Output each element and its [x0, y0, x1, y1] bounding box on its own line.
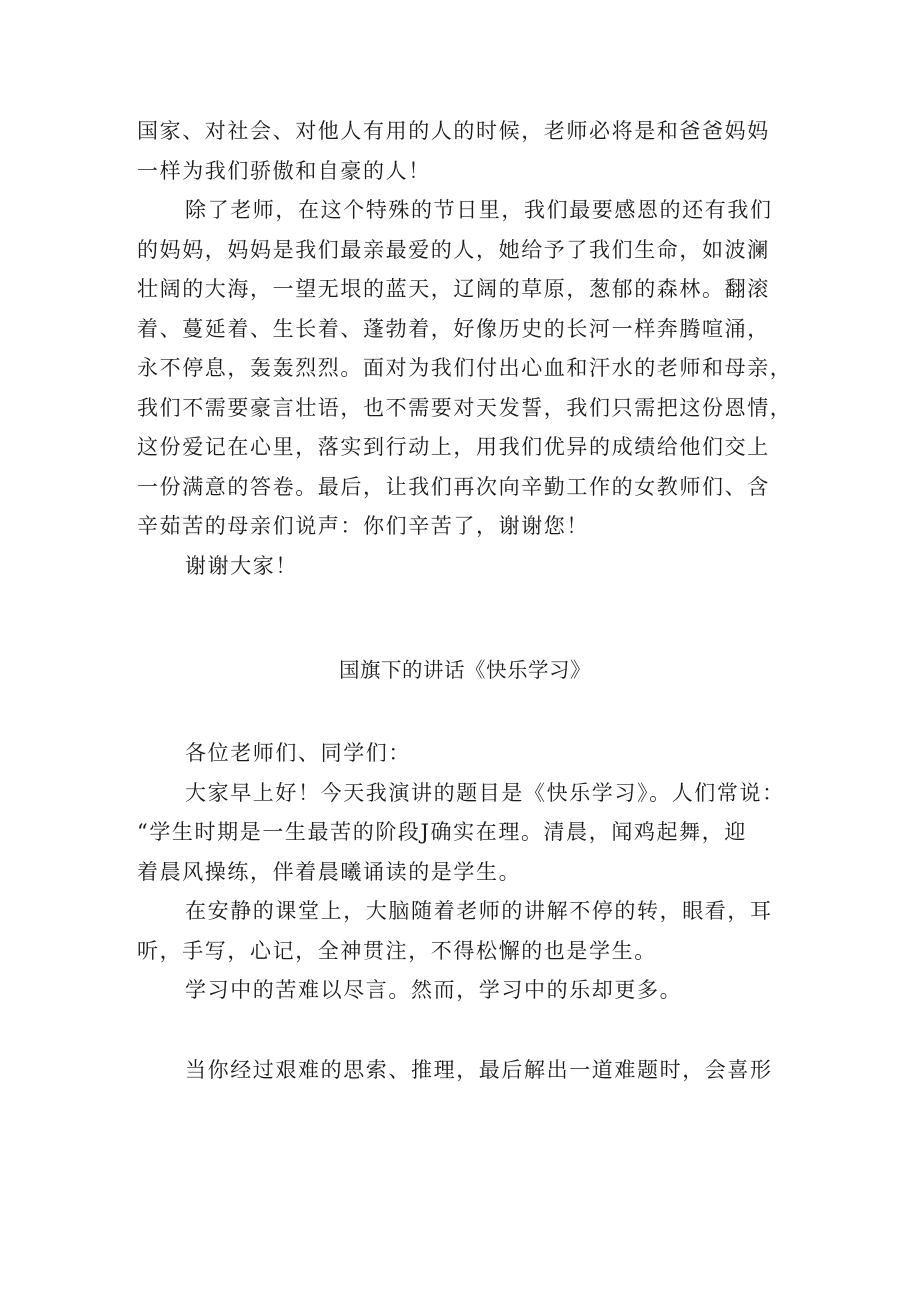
text-line: 一份满意的答卷。最后，让我们再次向辛勤工作的女教师们、含	[137, 474, 770, 499]
text-line: 着、蔓延着、生长着、蓬勃着，好像历史的长河一样奔腾喧涌，	[137, 316, 770, 341]
text-line: 听，手写，心记，全神贯注，不得松懈的也是学生。	[137, 938, 657, 963]
text-line: 壮阔的大海，一望无垠的蓝天，辽阔的草原，葱郁的森林。翻滚	[137, 277, 770, 301]
text-line: 除了老师，在这个特殊的节日里，我们最要感恩的还有我们	[185, 198, 773, 222]
text-line: 我们不需要豪言壮语，也不需要对天发誓，我们只需把这份恩情，	[137, 395, 793, 420]
text-line: 的妈妈，妈妈是我们最亲最爱的人，她给予了我们生命，如波澜	[137, 237, 770, 262]
text-line: 谢谢大家！	[185, 553, 298, 578]
paragraph-gap	[137, 1011, 793, 1051]
text-line: 当你经过艰难的思索、推理，最后解出一道难题时，会喜形	[185, 1057, 773, 1082]
text-line: 国家、对社会、对他人有用的人的时候，老师必将是和爸爸妈妈	[137, 119, 770, 143]
text-line: 各位老师们、同学们：	[185, 741, 411, 765]
document-page	[137, 112, 793, 1090]
text-line: 辛茹苦的母亲们说声：你们辛苦了，谢谢您！	[137, 514, 589, 538]
text-line: 这份爱记在心里，落实到行动上，用我们优异的成绩给他们交上	[137, 435, 770, 459]
speech-title: 国旗下的讲话《快乐学习》	[339, 658, 591, 682]
text-line: 着晨风操练，伴着晨曦诵读的是学生。	[137, 859, 522, 884]
text-line: 永不停息，轰轰烈烈。面对为我们付出心血和汗水的老师和母亲，	[137, 356, 793, 380]
text-line: 大家早上好！今天我演讲的题目是《快乐学习》。人们常说：	[185, 780, 785, 805]
text-line: 学习中的苦难以尽言。然而，学习中的乐却更多。	[185, 978, 683, 1002]
closing-paragraphs	[137, 112, 793, 586]
text-line: “学生时期是一生最苦的阶段J确实在理。清晨，闻鸡起舞，迎	[137, 820, 747, 844]
text-line: 在安静的课堂上，大脑随着老师的讲解不停的转，眼看，耳	[185, 899, 773, 923]
speech-body	[137, 734, 793, 1090]
text-line: 一样为我们骄傲和自豪的人！	[137, 158, 431, 183]
